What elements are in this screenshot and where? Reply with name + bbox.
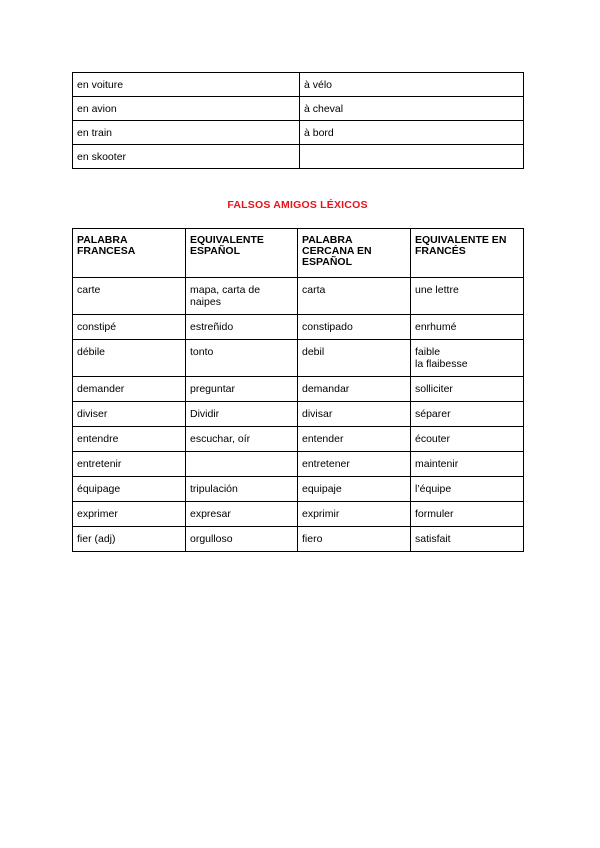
table-cell: divisar	[298, 402, 411, 427]
table-cell: formuler	[411, 502, 524, 527]
table-cell: en avion	[73, 97, 300, 121]
table-row	[73, 73, 524, 97]
table-cell: tonto	[186, 340, 298, 377]
table-cell: entender	[298, 427, 411, 452]
table-cell: écouter	[411, 427, 524, 452]
table-row	[73, 121, 524, 145]
table-cell: séparer	[411, 402, 524, 427]
table-cell: l’équipe	[411, 477, 524, 502]
table-cell: une lettre	[411, 278, 524, 315]
table-row	[73, 278, 524, 315]
table-row	[73, 315, 524, 340]
transport-table	[72, 72, 524, 169]
table-cell: enrhumé	[411, 315, 524, 340]
table-row	[73, 402, 524, 427]
table-cell: en skooter	[73, 145, 300, 169]
table-cell: demander	[73, 377, 186, 402]
false-friends-table	[72, 228, 524, 552]
table-cell: tripulación	[186, 477, 298, 502]
table-cell: à vélo	[300, 73, 524, 97]
table-cell: debil	[298, 340, 411, 377]
table-cell: solliciter	[411, 377, 524, 402]
table-row	[73, 377, 524, 402]
table-cell: satisfait	[411, 527, 524, 552]
table-row	[73, 502, 524, 527]
table-cell: diviser	[73, 402, 186, 427]
column-header: PALABRA FRANCESA	[73, 229, 186, 278]
table-cell	[186, 452, 298, 477]
table-cell: expresar	[186, 502, 298, 527]
table-cell	[300, 145, 524, 169]
table-row	[73, 477, 524, 502]
table-cell: en voiture	[73, 73, 300, 97]
table-row	[73, 427, 524, 452]
table-row	[73, 340, 524, 377]
table-cell: orgulloso	[186, 527, 298, 552]
table-cell: fiero	[298, 527, 411, 552]
table-cell: faible la flaibesse	[411, 340, 524, 377]
table-cell: équipage	[73, 477, 186, 502]
table-cell: exprimir	[298, 502, 411, 527]
table-cell: carta	[298, 278, 411, 315]
table-cell: equipaje	[298, 477, 411, 502]
table-cell: constipé	[73, 315, 186, 340]
table-row	[73, 97, 524, 121]
table-cell: à cheval	[300, 97, 524, 121]
table-cell: débile	[73, 340, 186, 377]
table-cell: maintenir	[411, 452, 524, 477]
table-header-row	[73, 229, 524, 278]
table-cell: exprimer	[73, 502, 186, 527]
table-cell: entretener	[298, 452, 411, 477]
table-cell: entretenir	[73, 452, 186, 477]
table-cell: Dividir	[186, 402, 298, 427]
table-row	[73, 527, 524, 552]
table-cell: estreñido	[186, 315, 298, 340]
table-cell: entendre	[73, 427, 186, 452]
table-body	[73, 278, 524, 552]
table-cell: preguntar	[186, 377, 298, 402]
table-cell: demandar	[298, 377, 411, 402]
table-row	[73, 452, 524, 477]
table-cell: en train	[73, 121, 300, 145]
table-cell: escuchar, oír	[186, 427, 298, 452]
table-row	[73, 145, 524, 169]
section-title: FALSOS AMIGOS LÉXICOS	[227, 199, 368, 211]
column-header: PALABRA CERCANA EN ESPAÑOL	[298, 229, 411, 278]
table-cell: constipado	[298, 315, 411, 340]
table-cell: à bord	[300, 121, 524, 145]
table-cell: carte	[73, 278, 186, 315]
column-header: EQUIVALENTE EN FRANCÉS	[411, 229, 524, 278]
table-cell: fier (adj)	[73, 527, 186, 552]
column-header: EQUIVALENTE ESPAÑOL	[186, 229, 298, 278]
table-cell: mapa, carta de naipes	[186, 278, 298, 315]
